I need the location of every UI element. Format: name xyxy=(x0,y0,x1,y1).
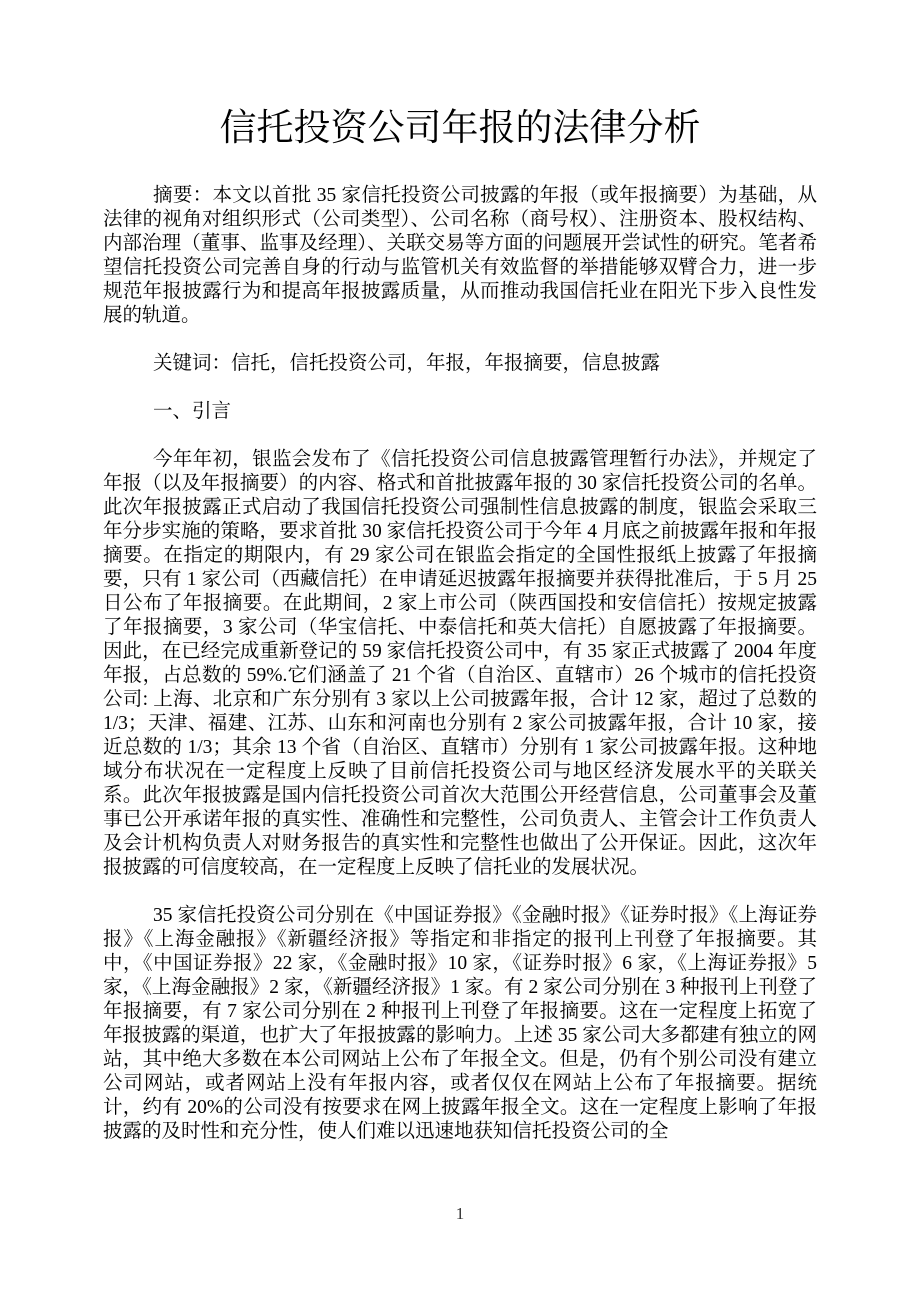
document-body xyxy=(103,0,817,1144)
keywords-line: 关键词：信托，信托投资公司，年报，年报摘要，信息披露 xyxy=(153,353,661,374)
body-paragraph-2: 35 家信托投资公司分别在《中国证券报》《金融时报》《证券时报》《上海证券报》《上海金融报》《新疆经济报》等指定和非指定的报刊上刊登了年报摘要。其中，《中国证券报》22 家，《金融时报》10 家，《证券时报》6 家，《上海证券报》5 家，《上海金融报》2 家，《新疆经济报》1 家。有 2 家公司分别在 3 种报刊上刊登了年报摘要，有 7 家公司分别在 2 种报刊上刊登了年报摘要。这在一定程度上拓宽了年报披露的渠道，也扩大了年报披露的影响力。上述 35 家公司大多都建有独立的网站，其中绝大多数在本公司网站上公布了年报全文。但是，仍有个别公司没有建立公司网站，或者网站上没有年报内容，或者仅仅在网站上公布了年报摘要。据统计，约有 20%的公司没有按要求在网上披露年报全文。这在一定程度上影响了年报披露的及时性和充分性，使人们难以迅速地获知信托投资公司的全 xyxy=(103,905,817,1142)
document-title: 信托投资公司年报的法律分析 xyxy=(219,107,701,148)
section-heading-introduction: 一、引言 xyxy=(153,401,232,422)
abstract-paragraph: 摘要：本文以首批 35 家信托投资公司披露的年报（或年报摘要）为基础，从法律的视角对组织形式（公司类型）、公司名称（商号权）、注册资本、股权结构、内部治理（董事、监事及经理）、关联交易等方面的问题展开尝试性的研究。笔者希望信托投资公司完善自身的行动与监管机关有效监督的举措能够双臂合力，进一步规范年报披露行为和提高年报披露质量，从而推动我国信托业在阳光下步入良性发展的轨道。 xyxy=(103,185,817,326)
page-number: 1 xyxy=(455,1204,465,1223)
body-paragraph-1: 今年年初，银监会发布了《信托投资公司信息披露管理暂行办法》，并规定了年报（以及年报摘要）的内容、格式和首批披露年报的 30 家信托投资公司的名单。此次年报披露正式启动了我国信托投资公司强制性信息披露的制度，银监会采取三年分步实施的策略，要求首批 30 家信托投资公司于今年 4 月底之前披露年报和年报摘要。在指定的期限内，有 29 家公司在银监会指定的全国性报纸上披露了年报摘要，只有 1 家公司（西藏信托）在申请延迟披露年报摘要并获得批准后，于 5 月 25 日公布了年报摘要。在此期间，2 家上市公司（陕西国投和安信信托）按规定披露了年报摘要，3 家公司（华宝信托、中泰信托和英大信托）自愿披露了年报摘要。因此，在已经完成重新登记的 59 家信托投资公司中，有 35 家正式披露了 2004 年度年报，占总数的 59%.它们涵盖了 21 个省（自治区、直辖市）26 个城市的信托投资公司: 上海、北京和广东分别有 3 家以上公司披露年报，合计 12 家，超过了总数的 1/3；天津、福建、江苏、山东和河南也分别有 2 家公司披露年报，合计 10 家，接近总数的 1/3；其余 13 个省（自治区、直辖市）分别有 1 家公司披露年报。这种地域分布状况在一定程度上反映了目前信托投资公司与地区经济发展水平的关联关系。此次年报披露是国内信托投资公司首次大范围公开经营信息，公司董事会及董事已公开承诺年报的真实性、准确性和完整性，公司负责人、主管会计工作负责人及会计机构负责人对财务报告的真实性和完整性也做出了公开保证。因此，这次年报披露的可信度较高，在一定程度上反映了信托业的发展状况。 xyxy=(103,449,817,878)
